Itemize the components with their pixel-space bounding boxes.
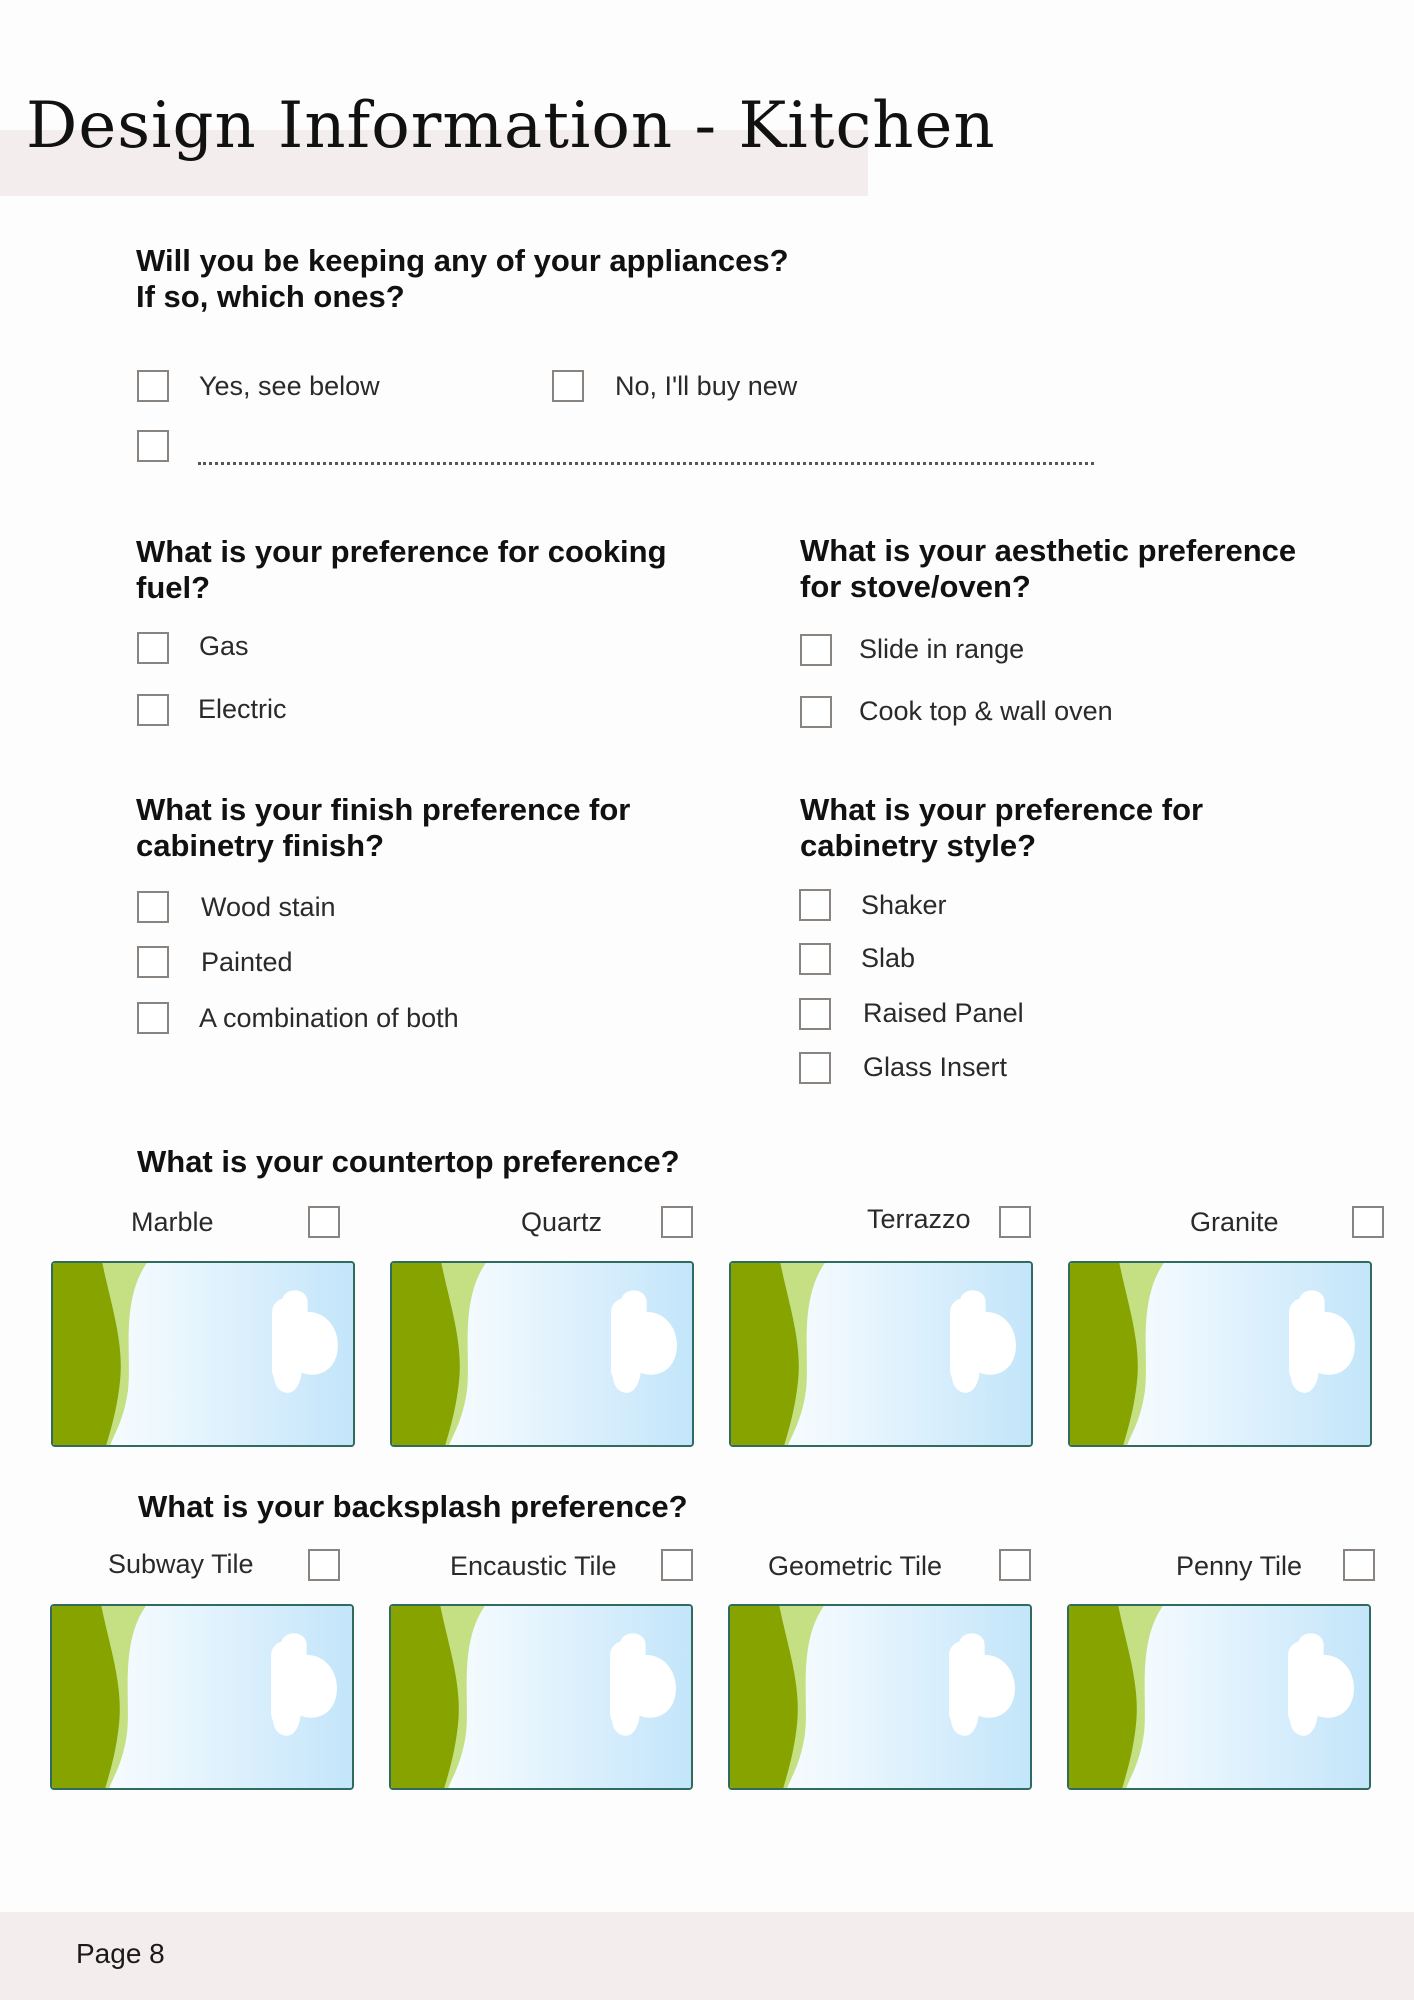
option-label-combination: A combination of both bbox=[199, 1003, 459, 1033]
image-placeholder-icon bbox=[731, 1263, 1031, 1445]
option-label-raised-panel: Raised Panel bbox=[863, 998, 1024, 1028]
checkbox-encaustic-tile[interactable] bbox=[661, 1549, 693, 1581]
checkbox-gas[interactable] bbox=[137, 632, 169, 664]
cabinet-finish-question bbox=[136, 792, 630, 864]
image-placeholder-icon bbox=[391, 1606, 691, 1788]
checkbox-shaker[interactable] bbox=[799, 889, 831, 921]
countertop-question: What is your countertop preference? bbox=[137, 1144, 680, 1179]
checkbox-quartz[interactable] bbox=[661, 1206, 693, 1238]
stove-question-line2: for stove/oven? bbox=[800, 569, 1031, 604]
backsplash-image-geometric-tile bbox=[728, 1604, 1032, 1790]
checkbox-subway-tile[interactable] bbox=[308, 1549, 340, 1581]
image-placeholder-icon bbox=[1069, 1606, 1369, 1788]
checkbox-slab[interactable] bbox=[799, 943, 831, 975]
option-label-shaker: Shaker bbox=[861, 890, 947, 920]
page-title: Design Information - Kitchen bbox=[26, 89, 996, 163]
option-label-wood-stain: Wood stain bbox=[201, 892, 336, 922]
image-placeholder-icon bbox=[53, 1263, 353, 1445]
cooking-fuel-question-line1: What is your preference for cooking bbox=[136, 534, 667, 569]
appliances-question-line1: Will you be keeping any of your appliances? bbox=[136, 243, 789, 278]
option-label-electric: Electric bbox=[198, 694, 287, 724]
checkbox-marble[interactable] bbox=[308, 1206, 340, 1238]
backsplash-image-penny-tile bbox=[1067, 1604, 1371, 1790]
option-label-quartz: Quartz bbox=[521, 1207, 603, 1237]
stove-question-line1: What is your aesthetic preference bbox=[800, 533, 1297, 568]
option-label-geometric-tile: Geometric Tile bbox=[768, 1551, 943, 1581]
option-label-cook-top-wall-oven: Cook top & wall oven bbox=[859, 696, 1113, 726]
image-placeholder-icon bbox=[1070, 1263, 1370, 1445]
cooking-fuel-question-line2: fuel? bbox=[136, 570, 211, 605]
checkbox-geometric-tile[interactable] bbox=[999, 1549, 1031, 1581]
checkbox-granite[interactable] bbox=[1352, 1206, 1384, 1238]
checkbox-painted[interactable] bbox=[137, 946, 169, 978]
option-label-subway-tile: Subway Tile bbox=[108, 1549, 254, 1579]
option-label-slide-in-range: Slide in range bbox=[859, 634, 1025, 664]
countertop-image-marble bbox=[51, 1261, 355, 1447]
cabinet-style-question bbox=[800, 792, 1203, 864]
footer-band bbox=[0, 1912, 1414, 2000]
option-label-appliances-no: No, I'll buy new bbox=[615, 371, 798, 401]
backsplash-image-subway-tile bbox=[50, 1604, 354, 1790]
cabinet-style-question-line1: What is your preference for bbox=[800, 792, 1204, 827]
appliances-other-fill-line[interactable] bbox=[198, 462, 1094, 465]
countertop-image-granite bbox=[1068, 1261, 1372, 1447]
option-label-penny-tile: Penny Tile bbox=[1176, 1551, 1303, 1581]
option-label-slab: Slab bbox=[861, 943, 916, 973]
cabinet-finish-question-line2: cabinetry finish? bbox=[136, 828, 385, 863]
checkbox-appliances-yes[interactable] bbox=[137, 370, 169, 402]
checkbox-appliances-no[interactable] bbox=[552, 370, 584, 402]
option-label-encaustic-tile: Encaustic Tile bbox=[450, 1551, 617, 1581]
option-label-terrazzo: Terrazzo bbox=[867, 1204, 971, 1234]
checkbox-raised-panel[interactable] bbox=[799, 998, 831, 1030]
checkbox-combination[interactable] bbox=[137, 1002, 169, 1034]
checkbox-slide-in-range[interactable] bbox=[800, 634, 832, 666]
backsplash-question: What is your backsplash preference? bbox=[138, 1489, 688, 1524]
image-placeholder-icon bbox=[730, 1606, 1030, 1788]
appliances-question-line2: If so, which ones? bbox=[136, 279, 405, 314]
cabinet-style-question-line2: cabinetry style? bbox=[800, 828, 1037, 863]
option-label-gas: Gas bbox=[199, 631, 249, 661]
image-placeholder-icon bbox=[392, 1263, 692, 1445]
countertop-image-terrazzo bbox=[729, 1261, 1033, 1447]
checkbox-cook-top-wall-oven[interactable] bbox=[800, 696, 832, 728]
checkbox-electric[interactable] bbox=[137, 694, 169, 726]
backsplash-image-encaustic-tile bbox=[389, 1604, 693, 1790]
option-label-marble: Marble bbox=[131, 1207, 214, 1237]
appliances-question bbox=[136, 243, 789, 315]
option-label-appliances-yes: Yes, see below bbox=[199, 371, 380, 401]
stove-question bbox=[800, 533, 1296, 605]
checkbox-penny-tile[interactable] bbox=[1343, 1549, 1375, 1581]
checkbox-appliances-other[interactable] bbox=[137, 430, 169, 462]
checkbox-wood-stain[interactable] bbox=[137, 891, 169, 923]
option-label-granite: Granite bbox=[1190, 1207, 1279, 1237]
option-label-painted: Painted bbox=[201, 947, 293, 977]
countertop-image-quartz bbox=[390, 1261, 694, 1447]
option-label-glass-insert: Glass Insert bbox=[863, 1052, 1008, 1082]
checkbox-terrazzo[interactable] bbox=[999, 1206, 1031, 1238]
image-placeholder-icon bbox=[52, 1606, 352, 1788]
cooking-fuel-question bbox=[136, 534, 667, 606]
checkbox-glass-insert[interactable] bbox=[799, 1052, 831, 1084]
cabinet-finish-question-line1: What is your finish preference for bbox=[136, 792, 631, 827]
page-number: Page 8 bbox=[76, 1938, 165, 1969]
